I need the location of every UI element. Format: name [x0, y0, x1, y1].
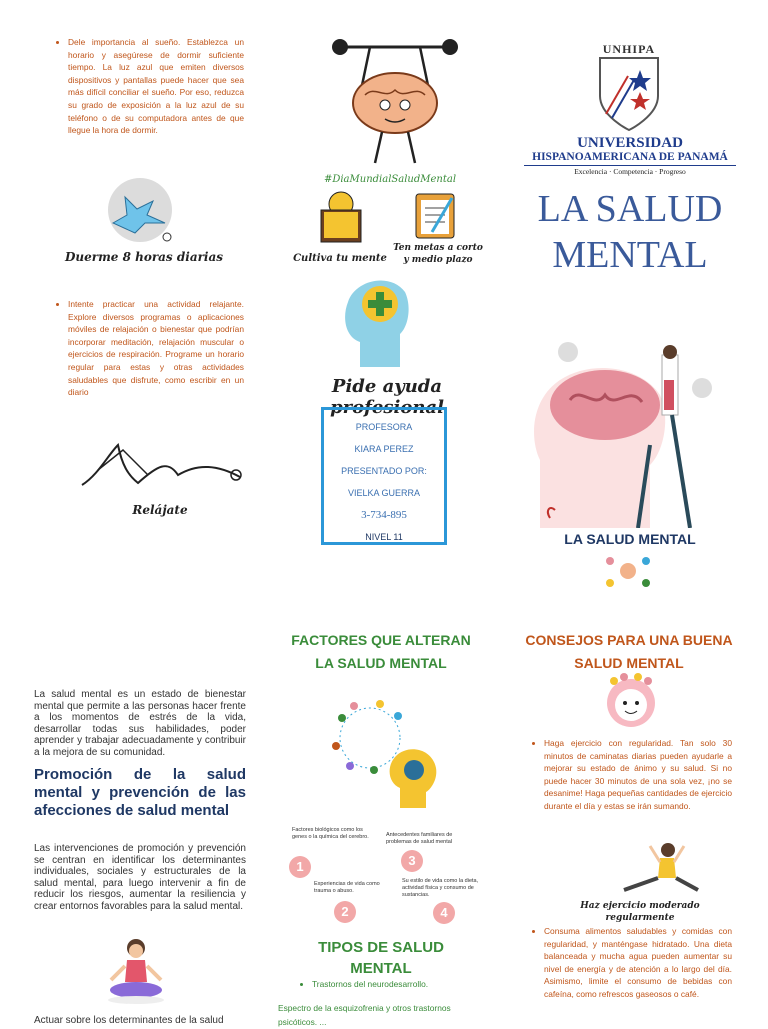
university-name-line2: HISPANOAMERICANA DE PANAMÁ	[524, 151, 736, 166]
meditation-illustration	[105, 936, 167, 1006]
cover-title-line1: LA SALUD	[537, 188, 723, 230]
factor-3-number: 3	[401, 850, 423, 872]
logo-acronym: UNHIPA	[602, 42, 656, 56]
card-professor-name: KIARA PEREZ	[354, 444, 414, 454]
intro-text: La salud mental es un estado de bienestar mental que permite a las personas hacer frente a los momentos de estrés de la vida, desarrollar todas sus habilidades, poder aprender y trabajar adecuadamente y contribuir a la mejora de su comunidad.	[34, 689, 246, 758]
hashtag: #DiaMundialSaludMental	[323, 174, 457, 185]
happy-face-illustration	[602, 673, 660, 729]
book-icon	[316, 190, 366, 246]
head-help-illustration	[340, 272, 412, 372]
factors-illustration	[330, 698, 440, 813]
cover-title-line2: MENTAL	[552, 234, 708, 276]
sleep-tip-text: • Dele importancia al sueño. Establezca un horario y asegúrese de dormir suficiente tiempo. La luz azul que emiten diversos dispositivos y pantallas puede hacer que sea más difícil conciliar el sueño. Por eso, reduzca su grado de exposición a la luz azul de su teléfono o de su computadora antes de que llegue la hora de dormir.	[68, 36, 244, 137]
food-tip-text: • Consuma alimentos saludables y comidas con regularidad, y manténgase hidratado. Una dieta balanceada y mucha agua pueden aumentar su nivel de energía y de atención a lo largo del día. Asimismo, limite el consumo de bebidas con cafeína, como refrescos gaseosos o café.	[544, 925, 732, 1001]
relax-tip	[54, 298, 244, 399]
relax-tip-text: • Intente practicar una actividad relajante. Explore diversos programas o aplicaciones móviles de relajación o bienestar que podrían incorporar meditación, relajación muscular o ejercicios de respiración. Programe un horario regular para estas y otras actividades saludables que disfrute, como escribir en un diario	[68, 298, 244, 399]
card-presented-label: PRESENTADO POR:	[341, 466, 427, 476]
type-1: • Trastornos del neurodesarrollo.	[312, 979, 478, 989]
brain-icons-decoration	[600, 549, 656, 593]
exercise-caption: Haz ejercicio moderado regularmente	[580, 901, 700, 923]
factors-title: FACTORES QUE ALTERAN LA SALUD MENTAL	[291, 632, 471, 671]
card-student-name: VIELKA GUERRA	[347, 488, 421, 498]
card-student-id: 3-734-895	[361, 509, 407, 521]
promotion-text: Las intervenciones de promoción y prevención se centran en identificar los determinantes individuales, sociales y estructurales de la salud mental, para luego intervenir a fin de reducir los riesgos, aumentar la resiliencia y crear entornos favorables para la salud mental.	[34, 843, 246, 912]
factor-4-text: Su estilo de vida como la dieta, actividad física y consumo de sustancias.	[402, 878, 479, 898]
cover-title	[524, 186, 736, 278]
bottom-text: Actuar sobre los determinantes de la salud	[34, 1015, 224, 1026]
factor-3-text: Antecedentes familiares de problemas de salud mental	[386, 832, 453, 845]
cover-subtitle: LA SALUD MENTAL	[564, 531, 696, 547]
factor-2-number: 2	[334, 901, 356, 923]
exercise-tip-text: • Haga ejercicio con regularidad. Tan solo 30 minutos de caminatas diarias pueden ayudarle a mejorar su estado de ánimo y su salud. Si no puede hacer 30 minutos de una sola vez, ¡no se desanime! Haga pequeñas cantidades de ejercicio durante el día y estas se irán sumando.	[544, 737, 732, 813]
help-caption: Pide ayuda profesional	[330, 376, 444, 418]
types-title: TIPOS DE SALUD MENTAL	[318, 939, 444, 977]
exercise-illustration	[614, 838, 704, 898]
food-tip	[530, 925, 732, 1001]
factor-4-number: 4	[433, 902, 455, 924]
relax-caption: Relájate	[132, 503, 188, 517]
sleep-illustration	[105, 175, 175, 245]
exercise-tip	[530, 737, 732, 813]
goals-caption: Ten metas a corto y medio plazo	[393, 243, 483, 265]
university-name-line1: UNIVERSIDAD	[577, 135, 683, 151]
university-motto: Excelencia · Competencia · Progreso	[574, 167, 686, 176]
mental-health-cover-illustration	[530, 340, 720, 528]
card-level: NIVEL 11	[365, 532, 403, 542]
factor-2-text: Experiencias de vida como trauma o abuso.	[314, 881, 380, 894]
university-shield-logo	[598, 56, 660, 132]
clipboard-icon	[412, 190, 458, 240]
factor-1-text: Factores biológicos como los genes o la química del cerebro.	[292, 827, 369, 840]
tips-title: CONSEJOS PARA UNA BUENA SALUD MENTAL	[525, 632, 733, 671]
relax-illustration	[78, 435, 248, 500]
type-2: Espectro de la esquizofrenia y otros trastornos psicóticos. ...	[278, 1003, 451, 1027]
card-professor-label: PROFESORA	[355, 422, 413, 432]
credits-card	[321, 407, 447, 545]
promotion-title: Promoción de la salud mental y prevención de las afecciones de salud mental	[34, 766, 246, 819]
types-list	[298, 979, 478, 989]
sleep-caption: Duerme 8 horas diarias	[64, 250, 224, 264]
brain-weightlifting-illustration	[330, 35, 460, 170]
factor-1-number: 1	[289, 856, 311, 878]
sleep-tip	[54, 36, 244, 137]
read-caption: Cultiva tu mente	[293, 253, 387, 264]
